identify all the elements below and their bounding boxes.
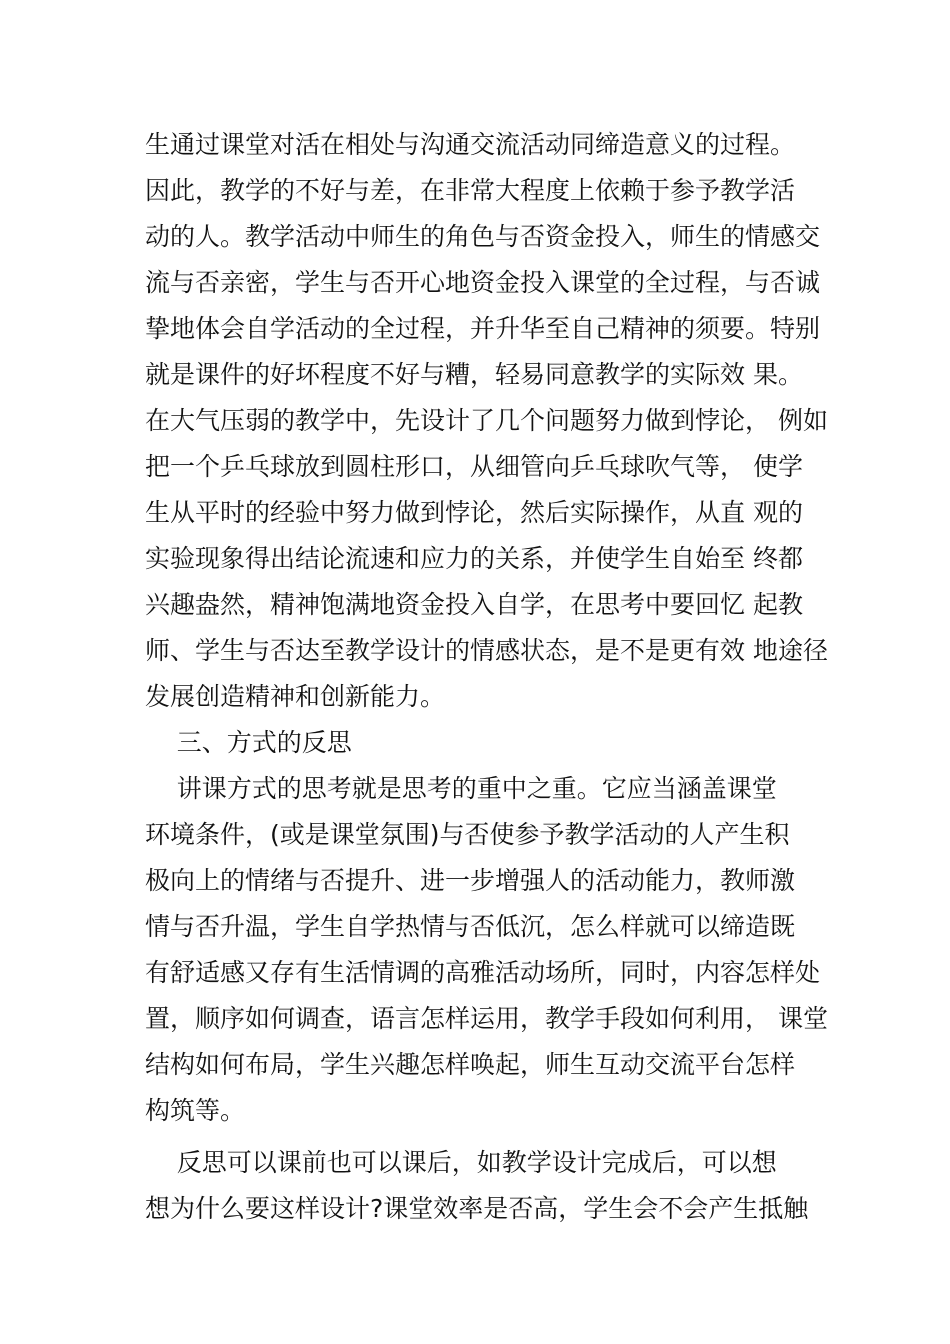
text-line: 结构如何布局，学生兴趣怎样唤起，师生互动交流平台怎样	[145, 1050, 796, 1079]
text-line: 发展创造精神和创新能力。	[145, 682, 446, 711]
text-line: 把一个乒乓球放到圆柱形口，从细管向乒乓球吹气等， 使学	[145, 452, 803, 481]
text-line: 置，顺序如何调查，语言怎样运用，教学手段如何利用， 课堂	[145, 1004, 828, 1033]
text-line: 实验现象得出结论流速和应力的关系，并使学生自始至 终都	[145, 544, 803, 573]
text-line: 兴趣盎然，精神饱满地资金投入自学，在思考中要回忆 起教	[145, 590, 803, 619]
text-line: 极向上的情绪与否提升、进一步增强人的活动能力，教师激	[145, 866, 796, 895]
text-line: 环境条件，(或是课堂氛围)与否使参予教学活动的人产生积	[145, 820, 790, 849]
text-line: 想为什么要这样设计?课堂效率是否高，学生会不会产生抵触	[145, 1194, 809, 1223]
section-heading: 三、方式的反思	[145, 728, 352, 757]
text-line: 构筑等。	[145, 1096, 246, 1125]
text-line: 有舒适感又存有生活情调的高雅活动场所，同时，内容怎样处	[145, 958, 821, 987]
text-line: 生从平时的经验中努力做到悖论，然后实际操作，从直 观的	[145, 498, 803, 527]
text-line: 情与否升温，学生自学热情与否低沉，怎么样就可以缔造既	[145, 912, 796, 941]
text-line: 就是课件的好坏程度不好与糟，轻易同意教学的实际效 果。	[145, 360, 803, 389]
text-line: 在大气压弱的教学中，先设计了几个问题努力做到悖论， 例如	[145, 406, 828, 435]
text-line: 因此，教学的不好与差，在非常大程度上依赖于参予教学活	[145, 176, 796, 205]
text-line: 挚地体会自学活动的全过程，并升华至自己精神的须要。特别	[145, 314, 821, 343]
text-line: 师、学生与否达至教学设计的情感状态，是不是更有效 地途径	[145, 636, 828, 665]
text-line: 生通过课堂对活在相处与沟通交流活动同缔造意义的过程。	[145, 130, 796, 159]
text-line: 动的人。教学活动中师生的角色与否资金投入，师生的情感交	[145, 222, 821, 251]
text-line: 流与否亲密，学生与否开心地资金投入课堂的全过程，与否诚	[145, 268, 821, 297]
text-line: 讲课方式的思考就是思考的重中之重。它应当涵盖课堂	[145, 774, 777, 803]
text-line: 反思可以课前也可以课后，如教学设计完成后，可以想	[145, 1148, 777, 1177]
body-text	[145, 122, 835, 1232]
